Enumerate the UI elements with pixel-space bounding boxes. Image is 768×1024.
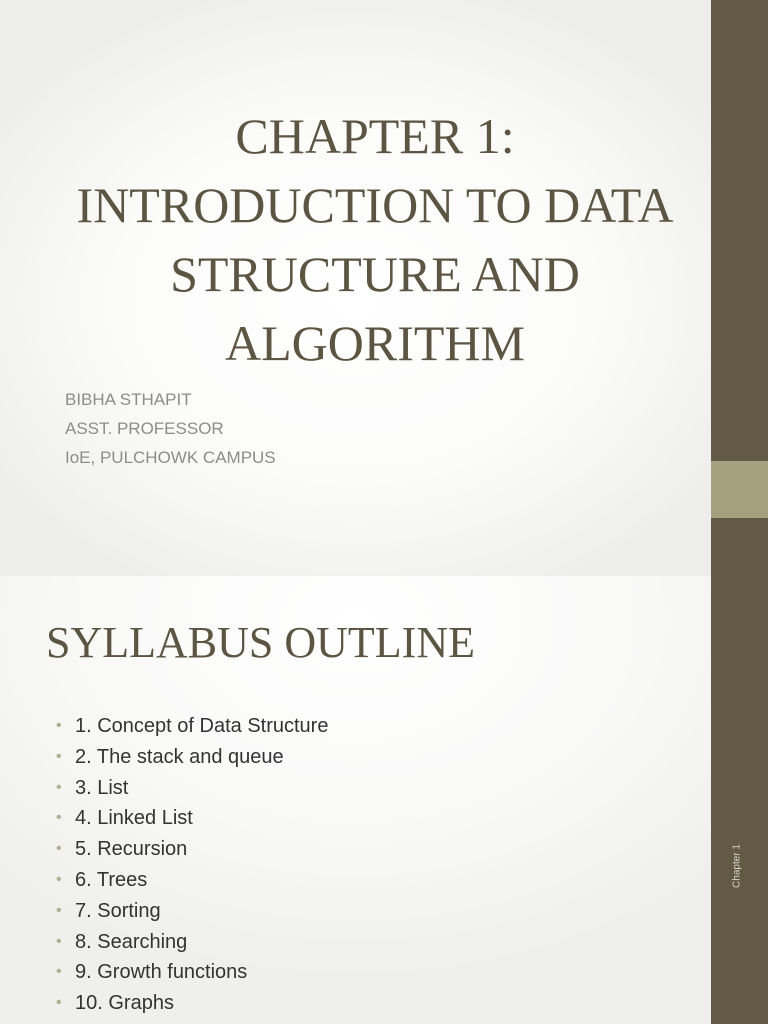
list-item-text: 5. Recursion <box>75 838 188 861</box>
author-name: BIBHA STHAPIT <box>65 390 192 409</box>
list-item <box>56 711 328 742</box>
bullet-icon: • <box>56 994 62 1012</box>
sidebar-accent-block <box>711 461 768 518</box>
author-institution: IoE, PULCHOWK CAMPUS <box>65 448 276 467</box>
slide-title <box>40 102 710 378</box>
syllabus-list <box>56 711 328 1019</box>
title-line: ALGORITHM <box>225 315 525 371</box>
bullet-icon: • <box>56 840 62 858</box>
list-item <box>56 957 328 988</box>
list-item <box>56 927 328 958</box>
title-line: STRUCTURE AND <box>170 246 580 302</box>
list-item <box>56 896 328 927</box>
bullet-icon: • <box>56 932 62 950</box>
bullet-icon: • <box>56 963 62 981</box>
list-item-text: 8. Searching <box>75 930 188 953</box>
bullet-icon: • <box>56 809 62 827</box>
title-line: INTRODUCTION TO DATA <box>76 177 674 233</box>
title-line: CHAPTER 1: <box>235 108 515 164</box>
bullet-icon: • <box>56 870 62 888</box>
list-item-text: 4. Linked List <box>75 807 193 830</box>
list-item-text: 9. Growth functions <box>75 961 248 984</box>
chapter-footer-label: Chapter 1 <box>731 844 743 888</box>
list-item <box>56 803 328 834</box>
list-item <box>56 988 328 1019</box>
list-item <box>56 834 328 865</box>
list-item-text: 3. List <box>75 776 129 799</box>
list-item-text: 7. Sorting <box>75 899 161 922</box>
list-item <box>56 773 328 804</box>
bullet-icon: • <box>56 747 62 765</box>
list-item-text: 1. Concept of Data Structure <box>75 715 329 737</box>
bullet-icon: • <box>56 717 62 734</box>
author-info <box>65 385 276 472</box>
list-item-text: 10. Graphs <box>75 992 174 1015</box>
bullet-icon: • <box>56 778 62 796</box>
bullet-icon: • <box>56 901 62 919</box>
list-item <box>56 865 328 896</box>
list-item-text: 2. The stack and queue <box>75 745 284 768</box>
list-item-text: 6. Trees <box>75 868 148 891</box>
syllabus-heading: SYLLABUS OUTLINE <box>46 618 475 667</box>
list-item <box>56 742 328 773</box>
author-position: ASST. PROFESSOR <box>65 419 224 438</box>
